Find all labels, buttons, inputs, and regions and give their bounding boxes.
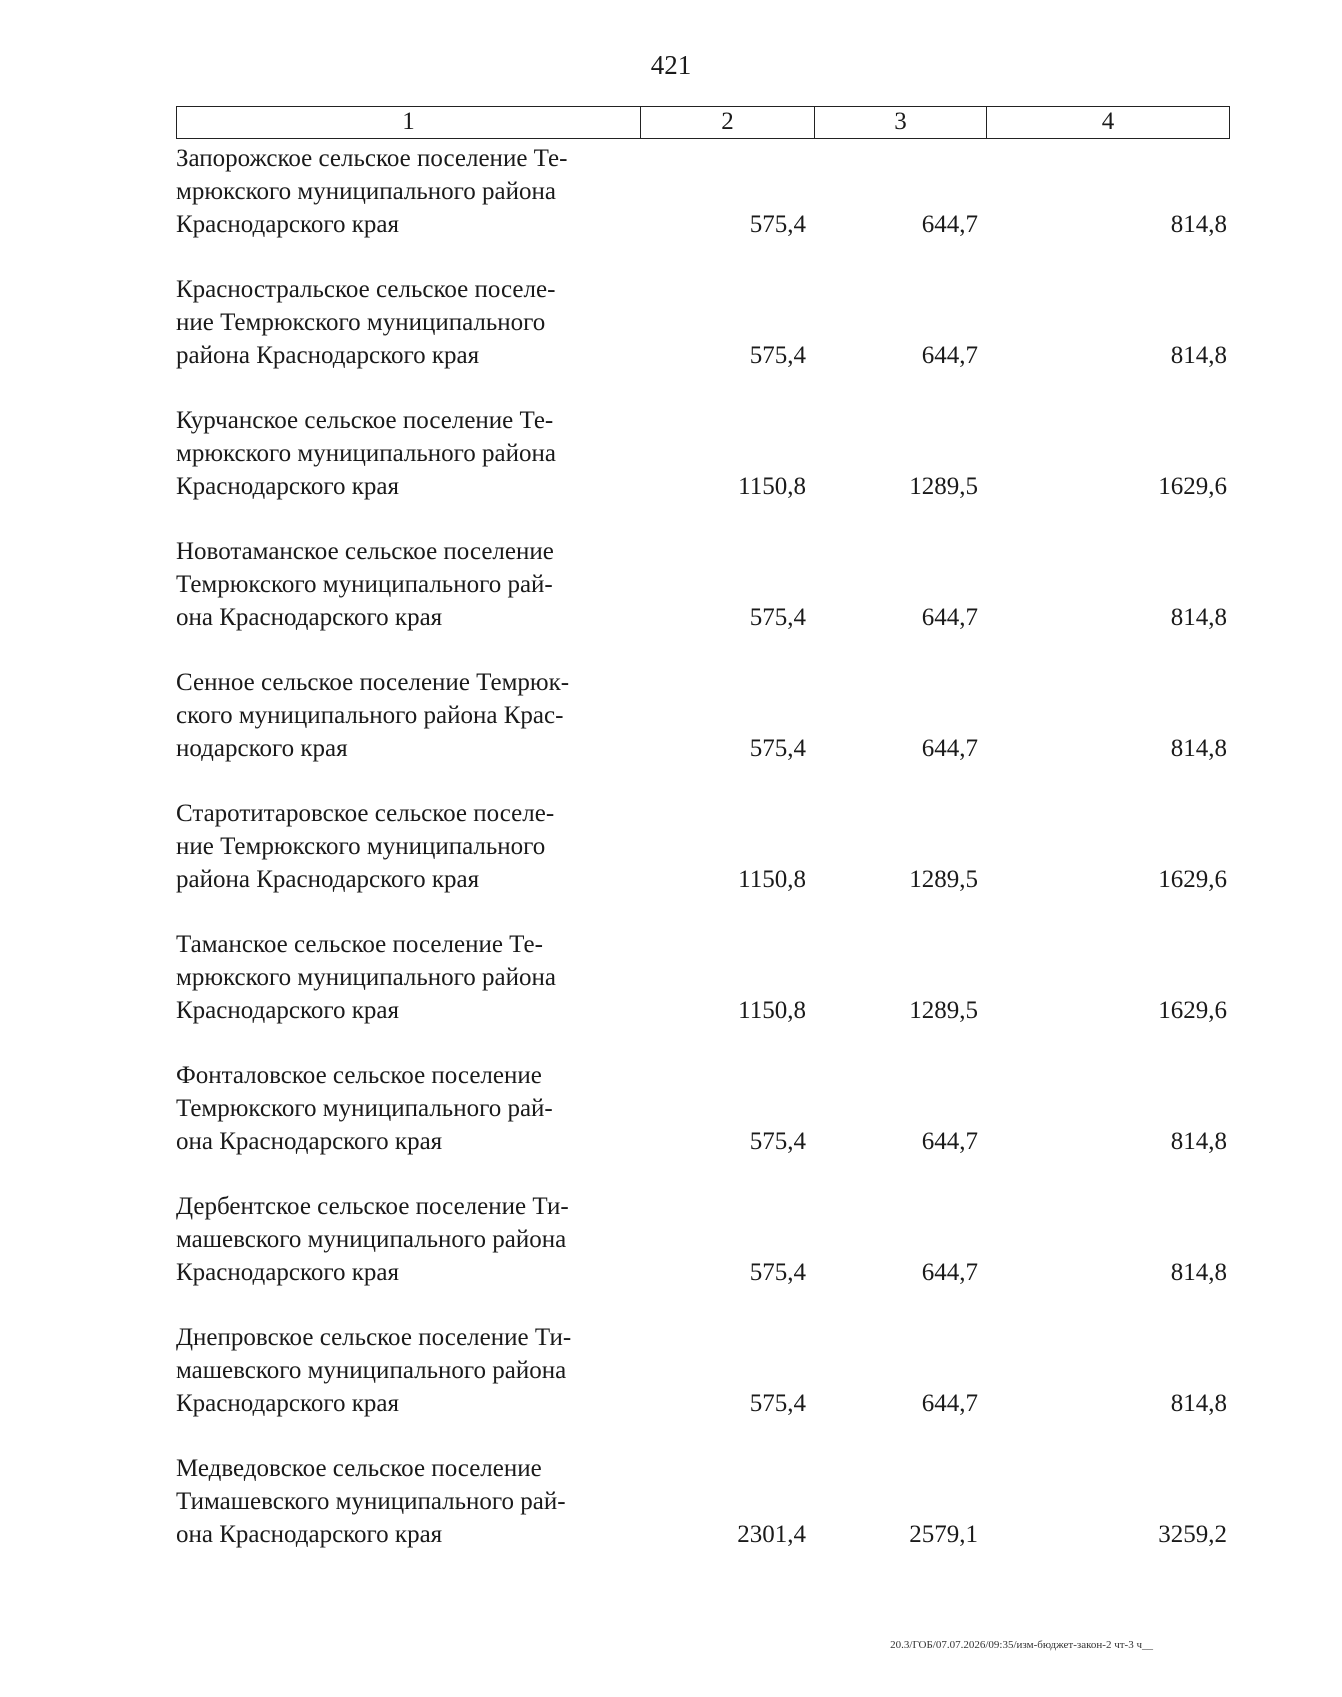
value-col-4: 1629,6: [1158, 473, 1227, 500]
table-header: [176, 106, 1230, 139]
value-col-2: 1150,8: [738, 473, 806, 500]
value-col-3: 644,7: [921, 342, 978, 369]
value-col-2: 1150,8: [738, 997, 806, 1024]
table-row: [176, 273, 1230, 404]
settlement-name: Красностральское сельское поселе- ние Темрюкского муниципального района Краснодарского края: [176, 276, 556, 369]
settlement-name: Медведовское сельское поселение Тимашевского муниципального рай- она Краснодарского края: [176, 1455, 566, 1548]
value-col-3: 1289,5: [909, 473, 978, 500]
value-col-3: 644,7: [921, 211, 978, 238]
footer-stamp: 20.3/ГОБ/07.07.2026/09:35/изм-бюджет-закон-2 чт-3 ч__: [890, 1639, 1153, 1651]
table-row: [176, 535, 1230, 666]
value-col-4: 814,8: [1170, 604, 1227, 631]
table-row: [176, 797, 1230, 928]
value-col-2: 1150,8: [738, 866, 806, 893]
value-col-3: 644,7: [921, 1390, 978, 1417]
table-row: [176, 928, 1230, 1059]
value-col-3: 1289,5: [909, 866, 978, 893]
table-row: [176, 1190, 1230, 1321]
value-col-2: 575,4: [749, 342, 806, 369]
page-number: 421: [650, 50, 692, 80]
value-col-3: 644,7: [921, 604, 978, 631]
table-body: [176, 142, 1230, 1583]
header-col-2: 2: [641, 107, 815, 138]
settlement-name: Запорожское сельское поселение Те- мрюкского муниципального района Краснодарского края: [176, 145, 568, 238]
value-col-4: 814,8: [1170, 1128, 1227, 1155]
value-col-2: 575,4: [749, 1128, 806, 1155]
value-col-4: 814,8: [1170, 1390, 1227, 1417]
value-col-3: 644,7: [921, 1259, 978, 1286]
value-col-2: 575,4: [749, 1390, 806, 1417]
settlement-name: Курчанское сельское поселение Те- мрюкского муниципального района Краснодарского края: [176, 407, 556, 500]
settlement-name: Таманское сельское поселение Те- мрюкского муниципального района Краснодарского края: [176, 931, 556, 1024]
table-row: [176, 1452, 1230, 1583]
value-col-4: 814,8: [1170, 1259, 1227, 1286]
value-col-4: 3259,2: [1158, 1521, 1227, 1548]
table-row: [176, 404, 1230, 535]
settlement-name: Днепровское сельское поселение Ти- машевского муниципального района Краснодарского края: [176, 1324, 572, 1417]
value-col-2: 575,4: [749, 604, 806, 631]
table-row: [176, 666, 1230, 797]
header-col-4: 4: [1101, 108, 1115, 135]
settlement-name: Дербентское сельское поселение Ти- машевского муниципального района Краснодарского края: [176, 1193, 569, 1286]
value-col-3: 1289,5: [909, 997, 978, 1024]
settlement-name: Старотитаровское сельское поселе- ние Темрюкского муниципального района Краснодарского края: [176, 800, 555, 893]
value-col-4: 1629,6: [1158, 866, 1227, 893]
value-col-2: 2301,4: [737, 1521, 806, 1548]
settlement-name: Фонталовское сельское поселение Темрюкского муниципального рай- она Краснодарского края: [176, 1062, 553, 1155]
value-col-4: 814,8: [1170, 342, 1227, 369]
value-col-4: 1629,6: [1158, 997, 1227, 1024]
value-col-3: 644,7: [921, 735, 978, 762]
table-row: [176, 1059, 1230, 1190]
header-col-1: 1: [177, 107, 641, 138]
value-col-3: 2579,1: [909, 1521, 978, 1548]
value-col-4: 814,8: [1170, 211, 1227, 238]
table-row: [176, 142, 1230, 273]
table-row: [176, 1321, 1230, 1452]
settlement-name: Сенное сельское поселение Темрюк- ского муниципального района Крас- нодарского края: [176, 669, 570, 762]
settlement-name: Новотаманское сельское поселение Темрюкского муниципального рай- она Краснодарского края: [176, 538, 554, 631]
value-col-2: 575,4: [749, 735, 806, 762]
value-col-4: 814,8: [1170, 735, 1227, 762]
header-col-3: 3: [815, 107, 987, 138]
value-col-2: 575,4: [749, 211, 806, 238]
value-col-2: 575,4: [749, 1259, 806, 1286]
value-col-3: 644,7: [921, 1128, 978, 1155]
